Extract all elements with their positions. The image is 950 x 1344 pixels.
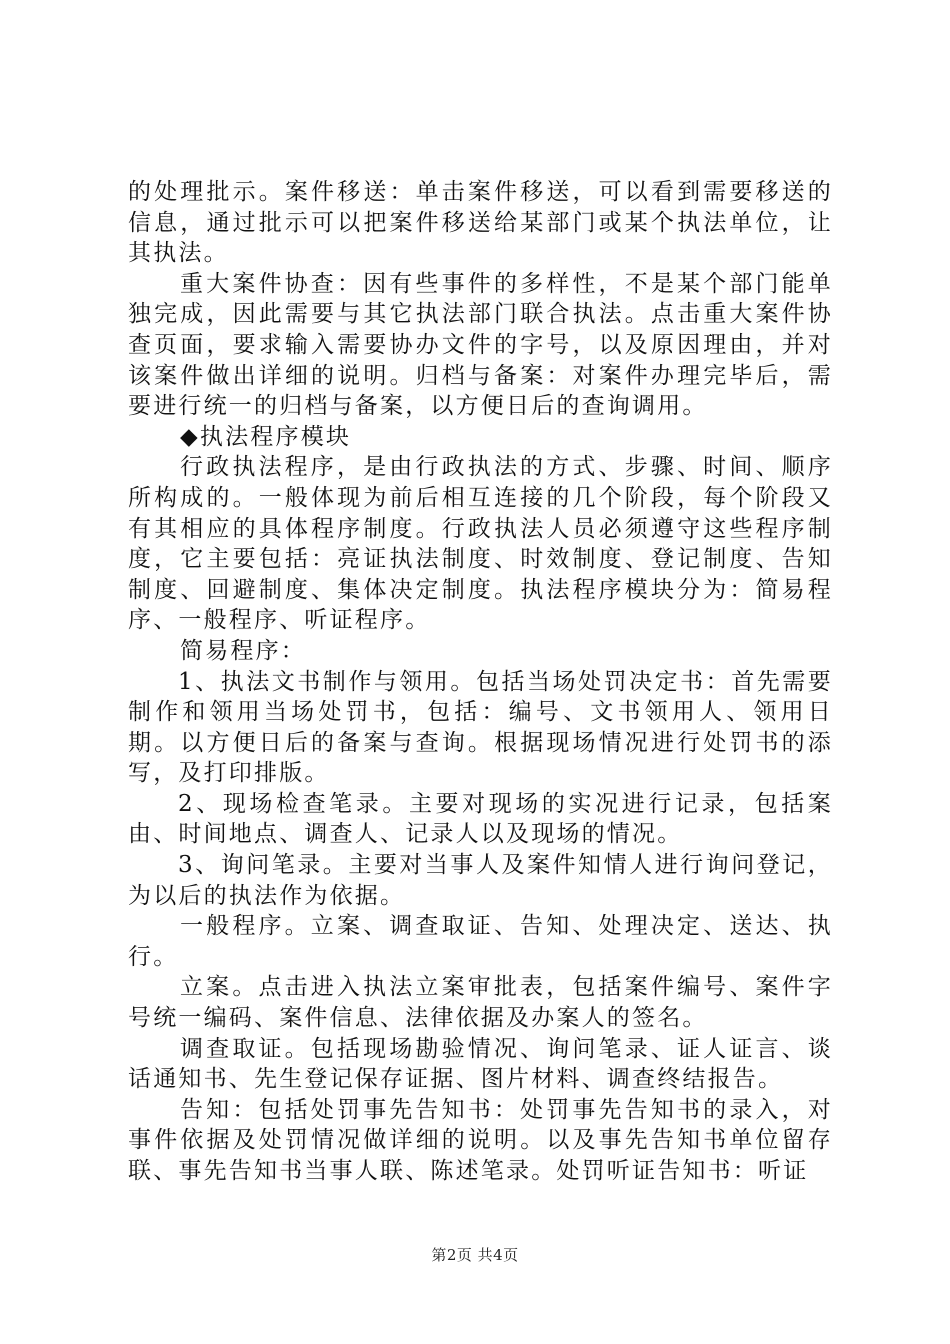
list-item-inquiry-record: 3、询问笔录。主要对当事人及案件知情人进行询问登记，为以后的执法作为依据。	[128, 852, 833, 909]
paragraph-case-filing: 立案。点击进入执法立案审批表，包括案件编号、案件字号统一编码、案件信息、法律依据及办案人的签名。	[128, 974, 833, 1032]
paragraph-evidence-collection: 调查取证。包括现场勘验情况、询问笔录、证人证言、谈话通知书、先生登记保存证据、图片材料、调查终结报告。	[128, 1035, 833, 1093]
paragraph-notification: 告知：包括处罚事先告知书：处罚事先告知书的录入，对事件依据及处罚情况做详细的说明。以及事先告知书单位留存联、事先告知书当事人联、陈述笔录。处罚听证告知书：听证	[128, 1096, 833, 1184]
subheading-simple-procedure: 简易程序：	[180, 637, 306, 664]
paragraph-major-case-investigation: 重大案件协查：因有些事件的多样性，不是某个部门能单独完成，因此需要与其它执法部门联合执法。点击重大案件协查页面，要求输入需要协办文件的字号，以及原因理由，并对该案件做出详细的说明。归档与备案：对案件办理完毕后，需要进行统一的归档与备案，以方便日后的查询调用。	[128, 270, 833, 420]
page-number-footer: 第2页 共4页	[431, 1246, 519, 1264]
list-item-document-production: 1、执法文书制作与领用。包括当场处罚决定书：首先需要制作和领用当场处罚书，包括：编号、文书领用人、领用日期。以方便日后的备案与查询。根据现场情况进行处罚书的添写，及打印排版。	[128, 668, 833, 787]
section-heading-enforcement-procedure: ◆执法程序模块	[180, 423, 352, 450]
paragraph-administrative-procedure: 行政执法程序，是由行政执法的方式、步骤、时间、顺序所构成的。一般体现为前后相互连接的几个阶段，每个阶段又有其相应的具体程序制度。行政执法人员必须遵守这些程序制度，它主要包括：亮证执法制度、时效制度、登记制度、告知制度、回避制度、集体决定制度。执法程序模块分为：简易程序、一般程序、听证程序。	[128, 454, 833, 634]
paragraph-case-transfer: 的处理批示。案件移送：单击案件移送，可以看到需要移送的信息，通过批示可以把案件移送给某部门或某个执法单位，让其执法。	[128, 179, 833, 267]
document-body	[128, 177, 833, 1187]
paragraph-general-procedure: 一般程序。立案、调查取证、告知、处理决定、送达、执行。	[128, 913, 833, 970]
list-item-site-inspection: 2、现场检查笔录。主要对现场的实况进行记录，包括案由、时间地点、调查人、记录人以及现场的情况。	[128, 790, 833, 848]
